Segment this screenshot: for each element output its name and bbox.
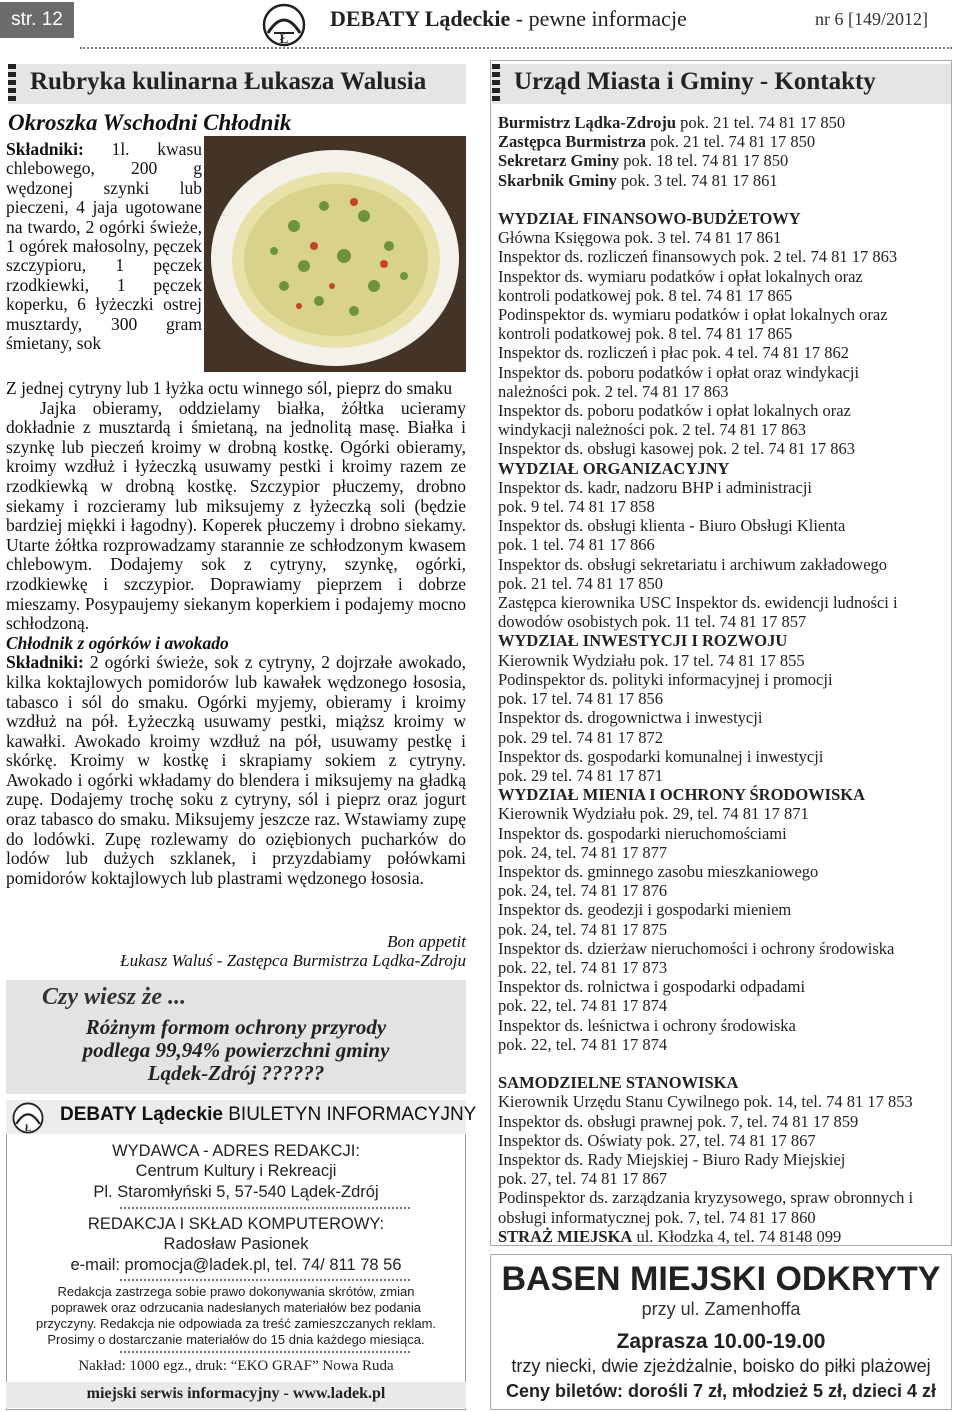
contact-line: pok. 29 tel. 74 81 17 871 — [498, 765, 663, 785]
publisher-address: Pl. Staromłyński 5, 57-540 Lądek-Zdrój — [93, 1183, 379, 1201]
contact-line: należności pok. 2 tel. 74 81 17 863 — [498, 381, 729, 401]
contact-line: Inspektor ds. rozliczeń finansowych pok. 2 tel. 74 81 17 863 — [498, 247, 898, 267]
contact-line: Główna Księgowa pok. 3 tel. 74 81 17 861 — [498, 228, 782, 248]
bulletin-title: DEBATY Lądeckie BIULETYN INFORMACYJNY — [60, 1104, 477, 1125]
contact-line: Inspektor ds. obsługi kasowej pok. 2 tel. 74 81 17 863 — [498, 439, 856, 459]
contact-line: obsługi informatycznej pok. 7, tel. 74 81 17 860 — [498, 1207, 816, 1227]
contact-line: Inspektor ds. rozliczeń i płac pok. 4 tel. 74 81 17 862 — [498, 343, 850, 363]
disclaimer-line: Redakcja zastrzega sobie prawo dokonywania skrótów, zmian — [57, 1284, 415, 1299]
contact-line: pok. 29 tel. 74 81 17 872 — [498, 727, 663, 747]
recipe-method: Jajka obieramy, oddzielamy białka, żółtka ucieramy dokładnie z musztardą i śmietaną, na jednolitą masę. Białka i szynkę lub pieczeń kroimy w drobną kostkę. Ogórki obieramy, kroimy wzdłuż i łyżeczką usuwamy pestki i kroimy razem ze rzodkiewką w drobną kostkę. Szczypior płuczemy, drobno siekamy i rozcieramy lub miksujemy z łyżeczką soli (będzie bardziej miękki i łagodny). Koperek płuczemy i drobno siekamy. Utarte żółtka rozprowadzamy starannie ze schłodzonym kwasem chlebowym. Dodajemy sok z cytryny, szynkę, ogórki, rzodkiewkę i szczypior. Doprawiamy pieprzem i dobrze mieszamy. Posypaujemy siekanym koperkiem i podajemy mocno schłodzoną. — [6, 397, 466, 634]
contact-line: Inspektor ds. rolnictwa i gospodarki odpadami — [498, 977, 806, 997]
department-heading: WYDZIAŁ INWESTYCJI I ROZWOJU — [498, 631, 788, 651]
contact-line: kontroli podatkowej pok. 8 tel. 74 81 17 865 — [498, 285, 793, 305]
pool-ad-title: BASEN MIEJSKI ODKRYTY — [501, 1260, 941, 1298]
recipe-title: Okroszka Wschodni Chłodnik — [8, 110, 292, 135]
issue-number: nr 6 [149/2012] — [815, 9, 928, 29]
contact-line: Burmistrz Lądka-Zdroju pok. 21 tel. 74 81 17 850 — [498, 113, 846, 132]
contact-line: Podinspektor ds. wymiaru podatków i opłat lokalnych oraz — [498, 305, 888, 325]
recipe-closing: Bon appetit — [387, 932, 466, 951]
contact-line: Inspektor ds. obsługi klienta - Biuro Obsługi Klienta — [498, 516, 846, 536]
editor-name: Radosław Pasionek — [163, 1235, 309, 1253]
contact-line: Inspektor ds. Rady Miejskiej - Biuro Rady Miejskiej — [498, 1149, 846, 1169]
pool-ad-info: trzy niecki, dwie zjeżdżalnie, boisko do piłki plażowej — [511, 1356, 931, 1376]
contact-line: Inspektor ds. poboru podatków i opłat lokalnych oraz — [498, 401, 851, 421]
recipe-ingredients-continued: Z jednej cytryny lub 1 łyżka octu winnego sól, pieprz do smaku — [6, 378, 453, 398]
editor-contact: e-mail: promocja@ladek.pl, tel. 74/ 811 78 56 — [70, 1256, 402, 1274]
contact-line: Podinspektor ds. polityki informacyjnej i promocji — [498, 669, 833, 689]
contact-line: dowodów osobistych pok. 11 tel. 74 81 17 857 — [498, 612, 807, 632]
contact-line: Inspektor ds. poboru podatków i opłat oraz windykacji — [498, 362, 860, 382]
contact-line — [498, 1054, 948, 1073]
contact-line: pok. 17 tel. 74 81 17 856 — [498, 689, 663, 709]
contact-line: pok. 24, tel. 74 81 17 876 — [498, 881, 668, 901]
contact-line: pok. 21 tel. 74 81 17 850 — [498, 573, 663, 593]
contact-line — [498, 190, 948, 209]
bulletin-divider — [120, 1279, 410, 1281]
publisher-label: WYDAWCA - ADRES REDAKCJI: — [112, 1142, 360, 1160]
contact-line: pok. 24, tel. 74 81 17 877 — [498, 842, 668, 862]
contact-line: Inspektor ds. kadr, nadzoru BHP i administracji — [498, 477, 812, 497]
print-info: Nakład: 1000 egz., druk: “EKO GRAF” Nowa Ruda — [78, 1358, 394, 1374]
recipe-section-heading: Rubryka kulinarna Łukasza Walusia — [8, 64, 466, 104]
page-number: str. 12 — [0, 2, 74, 38]
contacts-section-heading: Urząd Miasta i Gminy - Kontakty — [492, 64, 952, 104]
contact-line: Inspektor ds. gospodarki komunalnej i inwestycji — [498, 746, 824, 766]
contact-line: Inspektor ds. gminnego zasobu mieszkaniowego — [498, 861, 819, 881]
department-heading: WYDZIAŁ MIENIA I OCHRONY ŚRODOWISKA — [498, 785, 866, 805]
header-divider — [80, 47, 952, 49]
contact-line: pok. 22, tel. 74 81 17 874 — [498, 996, 668, 1016]
contact-line: Inspektor ds. gospodarki nieruchomościami — [498, 823, 787, 843]
contact-line: pok. 27, tel. 74 81 17 867 — [498, 1169, 668, 1189]
contact-line: Inspektor ds. Oświaty pok. 27, tel. 74 81 17 867 — [498, 1130, 816, 1150]
bulletin-logo-icon — [12, 1102, 44, 1134]
recipe2-body: Składniki: 2 ogórki świeże, sok z cytryny, 2 dojrzałe awokado, kilka koktajlowych pomidorów lub kawałek wędzonego łososia, tabasco i sól do smaku. Ogórki myjemy, obieramy i kroimy wzdłuż na pół. Łyżeczką usuwamy pestki, miąższ kroimy w kawałki. Awokado kroimy wzdłuż na pół, usuwamy pestkę i skórkę. Kroimy w kostkę i skrapiamy sokiem z cytryny. Awokado i ogórki wkładamy do blendera i miksujemy na gładką zupę. Dodajemy trochę soku z cytryny, sól i pieprz oraz jogurt oraz tabasco do smaku. Miksujemy jeszcze raz. Wstawiamy zupę do lodówki. Zupę rozlewamy do oziębionych pucharków do lodów lub dużych szklanek, i przyzdabiamy połówkami pomidorów koktajlowych lub plastrami wędzonego łososia. — [6, 652, 466, 888]
pool-ad-subtitle: przy ul. Zamenhoffa — [641, 1299, 801, 1319]
bulletin-divider — [120, 1351, 410, 1353]
contact-line: Skarbnik Gminy pok. 3 tel. 74 81 17 861 — [498, 170, 778, 190]
disclaimer-line: przyczyny. Redakcja nie odpowiada za treść zamieszczanych reklam. — [35, 1316, 437, 1331]
department-heading: WYDZIAŁ ORGANIZACYJNY — [498, 458, 730, 478]
publication-title: DEBATY Lądeckie - pewne informacje — [330, 6, 687, 31]
contact-line: Sekretarz Gminy pok. 18 tel. 74 81 17 850 — [498, 151, 789, 171]
did-you-know-title: Czy wiesz że ... — [42, 984, 186, 1010]
contact-line: Inspektor ds. obsługi sekretariatu i archiwum zakładowego — [498, 554, 888, 574]
contact-line: pok. 22, tel. 74 81 17 873 — [498, 957, 668, 977]
contact-line: Zastępca kierownika USC Inspektor ds. ewidencji ludności i — [498, 593, 898, 613]
pool-ad-hours: Zaprasza 10.00-19.00 — [616, 1330, 826, 1353]
contact-line: Kierownik Urzędu Stanu Cywilnego pok. 14, tel. 74 81 17 853 — [498, 1092, 913, 1112]
contact-line: Kierownik Wydziału pok. 17 tel. 74 81 17 855 — [498, 650, 805, 670]
contact-line: pok. 22, tel. 74 81 17 874 — [498, 1034, 668, 1054]
contact-line: kontroli podatkowej pok. 8 tel. 74 81 17 865 — [498, 324, 793, 344]
publisher-name: Centrum Kultury i Rekreacji — [135, 1162, 337, 1180]
did-you-know-text: Różnym formom ochrony przyrody podlega 99,94% powierzchni gminy Lądek-Zdrój ?????? — [82, 1015, 390, 1085]
bulletin-divider — [120, 1207, 410, 1209]
recipe-body — [6, 379, 466, 888]
contact-line: Inspektor ds. leśnictwa i ochrony środowiska — [498, 1015, 796, 1035]
contact-line: Inspektor ds. dzierżaw nieruchomości i ochrony środowiska — [498, 938, 895, 958]
contact-line: STRAŻ MIEJSKA ul. Kłodzka 4, tel. 74 8148 099 — [498, 1226, 842, 1246]
department-heading: WYDZIAŁ FINANSOWO-BUDŻETOWY — [498, 209, 801, 229]
bulletin-footer-link[interactable]: miejski serwis informacyjny - www.ladek.pl — [86, 1385, 386, 1402]
contact-line: pok. 9 tel. 74 81 17 858 — [498, 497, 655, 517]
disclaimer-line: poprawek oraz odrzucania nadesłanych materiałów bez podania — [50, 1300, 421, 1315]
editorial-label: REDAKCJA I SKŁAD KOMPUTEROWY: — [87, 1215, 385, 1233]
recipe-author: Łukasz Waluś - Zastępca Burmistrza Lądka-Zdroju — [120, 951, 466, 970]
contact-line: Kierownik Wydziału pok. 29, tel. 74 81 17 871 — [498, 804, 809, 824]
contact-line: pok. 1 tel. 74 81 17 866 — [498, 535, 655, 555]
contact-line: Inspektor ds. geodezji i gospodarki mieniem — [498, 900, 792, 920]
contact-line: Inspektor ds. wymiaru podatków i opłat lokalnych oraz — [498, 266, 863, 286]
svg-text:Ł: Ł — [24, 1124, 32, 1134]
contact-line: windykacji należności pok. 2 tel. 74 81 17 863 — [498, 420, 806, 440]
pool-ad-prices: Ceny biletów: dorośli 7 zł, młodzież 5 zł, dzieci 4 zł — [505, 1381, 937, 1401]
ladek-logo-icon — [262, 3, 306, 47]
svg-text:Ł: Ł — [279, 31, 289, 46]
disclaimer-line: Prosimy o dostarczanie materiałów do 15 dnia każdego miesiąca. — [47, 1332, 425, 1347]
department-heading: SAMODZIELNE STANOWISKA — [498, 1073, 739, 1093]
contacts-list — [498, 113, 948, 1246]
contact-line: Zastępca Burmistrza pok. 21 tel. 74 81 17 850 — [498, 132, 816, 152]
recipe2-title: Chłodnik z ogórków i awokado — [6, 632, 229, 653]
contact-line: Inspektor ds. drogownictwa i inwestycji — [498, 708, 763, 728]
contact-line: Podinspektor ds. zarządzania kryzysowego, spraw obronnych i — [498, 1188, 914, 1208]
soup-photo — [204, 136, 466, 372]
recipe-ingredients: Składniki: 1l. kwasu chlebowego, 200 g wędzonej szynki lub pieczeni, 4 jaja ugotowane na twardo, 2 ogórki świeże, 1 ogórek małosolny, pęczek szczypioru, 1 pęczek rzodkiewki, 1 pęczek koperku, 6 łyżeczki ostrej musztardy, 300 gram śmietany, sok — [6, 139, 202, 354]
contact-line: pok. 24, tel. 74 81 17 875 — [498, 919, 668, 939]
contact-line: Inspektor ds. obsługi prawnej pok. 7, tel. 74 81 17 859 — [498, 1111, 859, 1131]
